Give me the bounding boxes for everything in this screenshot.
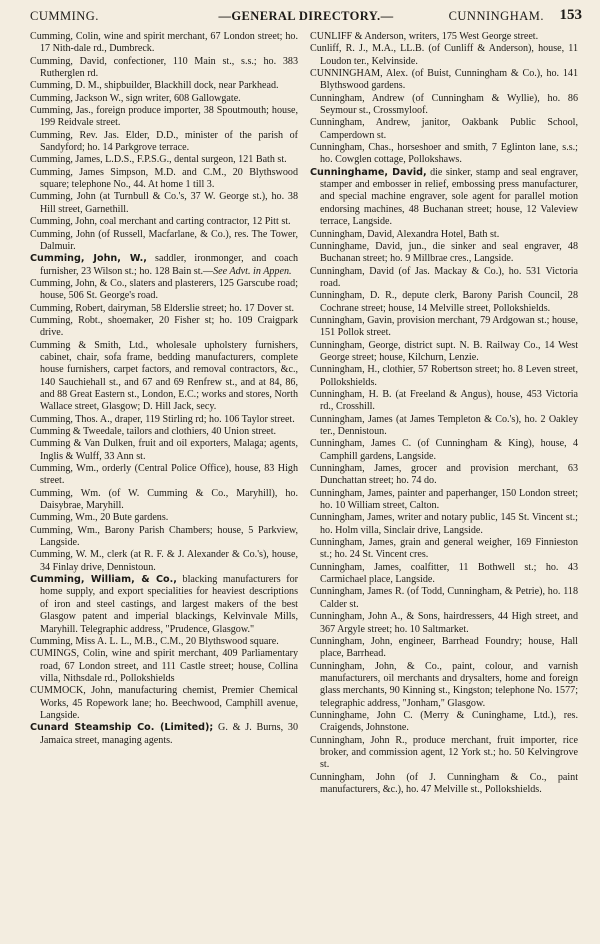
entry-text: Cunningham, D. R., depute clerk, Barony Parish Council, 28 Cochrane street; house, 14 Melville street, Pollokshields. xyxy=(310,290,578,314)
entry-text: Cunningham, John, & Co., paint, colour, and varnish manufacturers, oil merchants and drysalters, home and foreign glass merchants, 90 Kinning st., Kingston; telephone No. 1577; telegraphic address, "Jonham," Glasgow. xyxy=(310,660,578,709)
entry-text: CUMINGS, Colin, wine and spirit merchant, 409 Parliamentary road, 67 London street, and 111 Castle street; house, Collina villa, Nithsdale rd., Pollokshields xyxy=(30,648,298,684)
directory-entry xyxy=(310,463,578,488)
directory-entry xyxy=(310,537,578,562)
entry-text: Cunningham, James C. (of Cunningham & King), house, 4 Camphill gardens, Langside. xyxy=(310,438,578,462)
directory-entry xyxy=(30,549,298,574)
directory-entry xyxy=(30,414,298,426)
directory-entry xyxy=(30,216,298,228)
header-right: CUNNINGHAM. xyxy=(448,9,544,23)
directory-entry xyxy=(310,636,578,661)
page-number: 153 xyxy=(559,7,582,23)
directory-entry xyxy=(30,315,298,340)
header-left: CUMMING. xyxy=(30,9,99,23)
directory-entry xyxy=(30,648,298,685)
directory-entry xyxy=(310,710,578,735)
directory-entry xyxy=(30,574,298,636)
directory-entry xyxy=(30,463,298,488)
entry-text: Cunningham, David (of Jas. Mackay & Co.), ho. 531 Victoria road. xyxy=(310,265,578,289)
directory-entry xyxy=(30,278,298,303)
entry-text: Cunningham, James, painter and paperhanger, 150 London street; ho. 10 William street, Calton. xyxy=(310,487,578,512)
directory-entry xyxy=(310,117,578,142)
directory-entry xyxy=(310,68,578,93)
directory-entry xyxy=(310,142,578,167)
directory-entry xyxy=(30,525,298,550)
entry-text: Cumming, John (of Russell, Macfarlane, & Co.), res. The Tower, Dalmuir. xyxy=(30,228,298,252)
entry-text: CUNLIFF & Anderson, writers, 175 West George street. xyxy=(310,31,539,42)
directory-entry xyxy=(310,31,578,43)
entry-text: Cumming, Robt., shoemaker, 20 Fisher st; ho. 109 Craigpark drive. xyxy=(30,314,298,339)
directory-entry xyxy=(30,438,298,463)
entry-text: Cunningham, Andrew, janitor, Oakbank Public School, Camperdown st. xyxy=(310,117,578,141)
entry-text: Cunningham, John (of J. Cunningham & Co., paint manufacturers, &c.), ho. 47 Melville st., Pollokshields. xyxy=(310,771,578,795)
entry-text: Cumming, Wm., Barony Parish Chambers; house, 5 Parkview, Langside. xyxy=(30,524,298,549)
right-column xyxy=(310,31,578,936)
directory-entry xyxy=(310,229,578,241)
directory-entry xyxy=(310,167,578,229)
entry-text: blacking manufacturers for home supply, and export specialities for heaviest descriptions of iron and steel castings, and largest makers of the best Glasgow patent and imperial blackings, Kelvinvale Mills, Maryhill. Telegraphic address, "Prudence, Glasgow." xyxy=(40,574,298,635)
entry-text: G. & J. Burns, 30 Jamaica street, managing agents. xyxy=(40,722,298,746)
entry-text: CUNNINGHAM, Alex. (of Buist, Cunningham & Co.), ho. 141 Blythswood gardens. xyxy=(310,68,578,92)
entry-text: Cunningham, Gavin, provision merchant, 79 Ardgowan st.; house, 151 Pollok street. xyxy=(310,314,578,339)
directory-entry xyxy=(310,389,578,414)
entry-text: Cumming, Rev. Jas. Elder, D.D., minister of the parish of Sandyford; ho. 14 Parkgrove terrace. xyxy=(30,129,298,154)
directory-entry xyxy=(310,586,578,611)
entry-text: Cunninghame, John C. (Merry & Cuninghame, Ltd.), res. Craigends, Johnstone. xyxy=(310,709,578,734)
entry-text: Cumming, James, L.D.S., F.P.S.G., dental surgeon, 121 Bath st. xyxy=(30,154,287,166)
directory-entry xyxy=(30,154,298,166)
entry-text: Cunninghame, David, jun., die sinker and seal engraver, 48 Buchanan street; ho. 9 Millbrae cres., Langside. xyxy=(310,240,578,265)
entry-text: Cumming, James Simpson, M.D. and C.M., 20 Blythswood square; telephone No., 44. At home 1 till 3. xyxy=(30,166,298,191)
directory-entry xyxy=(310,512,578,537)
entry-text: Cunningham, James (at James Templeton & Co.'s), ho. 2 Oakley ter., Dennistoun. xyxy=(310,413,578,437)
entry-text: Cumming, W. M., clerk (at R. F. & J. Alexander & Co.'s), house, 34 Finlay drive, Dennistoun. xyxy=(30,549,298,573)
directory-entry xyxy=(30,253,298,278)
directory-entry xyxy=(310,241,578,266)
directory-entry xyxy=(310,364,578,389)
entry-text: Cumming, John, & Co., slaters and plasterers, 125 Garscube road; house, 506 St. George's road. xyxy=(30,277,298,302)
directory-entry xyxy=(310,735,578,772)
directory-entry xyxy=(30,130,298,155)
directory-entry xyxy=(310,661,578,710)
directory-entry xyxy=(30,105,298,130)
directory-entry xyxy=(30,426,298,438)
directory-entry xyxy=(310,290,578,315)
header-center: —GENERAL DIRECTORY.— xyxy=(218,9,394,23)
entry-text: Cumming, Jas., foreign produce importer, 38 Spoutmouth; house, 199 Reidvale street. xyxy=(30,105,298,129)
directory-entry xyxy=(310,772,578,797)
entry-name-bold: Cunninghame, David, xyxy=(310,166,427,178)
entry-text: Cunningham, John R., produce merchant, fruit importer, rice broker, and commission agent, 12 York st.; ho. 50 Kelvingrove st. xyxy=(310,734,578,771)
entry-text: Cumming, Robert, dairyman, 58 Elderslie street; ho. 17 Dover st. xyxy=(30,302,295,314)
entry-text: Cunningham, James, writer and notary public, 145 St. Vincent st.; ho. Holm villa, Sinclair drive, Langside. xyxy=(310,512,578,536)
directory-entry xyxy=(310,488,578,513)
entry-text: Cunliff, R. J., M.A., LL.B. (of Cunliff & Anderson), house, 11 Loudon ter., Kelvinside. xyxy=(310,43,578,67)
page-header xyxy=(30,9,582,27)
directory-entry xyxy=(310,562,578,587)
left-column xyxy=(30,31,298,936)
entry-name-bold: Cunard Steamship Co. (Limited); xyxy=(30,722,214,734)
directory-entry xyxy=(310,438,578,463)
entry-text: Cumming, D. M., shipbuilder, Blackhill dock, near Parkhead. xyxy=(30,80,279,92)
entry-text: Cumming, Colin, wine and spirit merchant, 67 London street; ho. 17 Nith-dale rd., Dumbreck. xyxy=(30,31,298,55)
entry-text: Cunningham, Chas., horseshoer and smith, 7 Eglinton lane, s.s.; ho. Cowglen cottage, Pollokshaws. xyxy=(310,142,578,166)
entry-name-bold: Cumming, John, W., xyxy=(30,253,147,265)
directory-entry xyxy=(310,93,578,118)
directory-entry xyxy=(30,685,298,722)
entry-text: die sinker, stamp and seal engraver, stamper and embosser in relief, embossing press manufacturer, and special machine engraver, sole agent for parallel motion endorsing machines, 48 Buchanan street; house, 12 Valeview terrace, Langside. xyxy=(320,166,578,228)
entry-advert-note: See Advt. in Appen. xyxy=(213,265,292,277)
directory-entry xyxy=(30,340,298,414)
entry-text: Cunningham, Andrew (of Cunningham & Wyllie), ho. 86 Seymour st., Crossmyloof. xyxy=(310,92,578,117)
entry-name-bold: Cumming, William, & Co., xyxy=(30,574,177,586)
directory-entry xyxy=(30,303,298,315)
entry-text: Cunningham, James, grain and general weigher, 169 Finnieston st.; ho. 24 St. Vincent cres. xyxy=(310,537,578,561)
directory-entry xyxy=(30,56,298,81)
entry-text: Cumming, Jackson W., sign writer, 608 Gallowgate. xyxy=(30,92,241,104)
directory-entry xyxy=(310,340,578,365)
entry-text: Cumming & Van Dulken, fruit and oil exporters, Malaga; agents, Inglis & Wulff, 33 Ann st. xyxy=(30,438,298,462)
entry-text: Cumming, John, coal merchant and carting contractor, 12 Pitt st. xyxy=(30,216,291,228)
entry-text: CUMMOCK, John, manufacturing chemist, Premier Chemical Works, 45 Ropework lane; ho. Beechwood, Camphill avenue, Langside. xyxy=(30,685,298,721)
entry-text: Cunningham, George, district supt. N. B. Railway Co., 14 West George street; house, Kilchurn, Lenzie. xyxy=(310,339,578,363)
directory-entry xyxy=(30,167,298,192)
directory-entry xyxy=(310,266,578,291)
entry-text: Cunningham, James, grocer and provision merchant, 63 Dunchattan street; ho. 74 do. xyxy=(310,463,578,487)
entry-text: Cumming, Thos. A., draper, 119 Stirling rd; ho. 106 Taylor street. xyxy=(30,413,295,425)
entry-text: Cumming, Miss A. L. L., M.B., C.M., 20 Blythswood square. xyxy=(30,635,279,647)
entry-text: Cumming & Tweedale, tailors and clothiers, 40 Union street. xyxy=(30,426,277,437)
directory-entry xyxy=(30,31,298,56)
entry-text: Cunningham, David, Alexandra Hotel, Bath st. xyxy=(310,228,500,240)
entry-text: Cumming, Wm., orderly (Central Police Office), house, 83 High street. xyxy=(30,463,298,487)
entry-text: Cunningham, James R. (of Todd, Cunningham, & Petrie), ho. 118 Calder st. xyxy=(310,586,578,610)
directory-entry xyxy=(310,43,578,68)
directory-entry xyxy=(310,611,578,636)
entry-text: Cumming, Wm., 20 Bute gardens. xyxy=(30,512,169,524)
entry-text: Cunningham, John A., & Sons, hairdressers, 44 High street, and 367 Argyle street; ho. 10 Saltmarket. xyxy=(310,611,578,635)
entry-text: Cumming, David, confectioner, 110 Main st., s.s.; ho. 383 Rutherglen rd. xyxy=(30,55,298,80)
directory-entry xyxy=(30,93,298,105)
directory-entry xyxy=(30,191,298,216)
directory-entry xyxy=(30,636,298,648)
directory-entry xyxy=(310,315,578,340)
directory-entry xyxy=(30,80,298,92)
entry-text: Cumming, John (at Turnbull & Co.'s, 37 W. George st.), ho. 38 Hill street, Garnethill. xyxy=(30,191,298,215)
directory-entry xyxy=(30,488,298,513)
entry-text: Cunningham, H. B. (at Freeland & Angus), house, 453 Victoria rd., Crosshill. xyxy=(310,388,578,413)
entry-text: Cunningham, James, coalfitter, 11 Bothwell st.; ho. 43 Carmichael place, Langside. xyxy=(310,561,578,586)
directory-entry xyxy=(30,229,298,254)
directory-entry xyxy=(310,414,578,439)
directory-entry xyxy=(30,722,298,747)
entry-text: Cumming, Wm. (of W. Cumming & Co., Maryhill), ho. Daisybrae, Maryhill. xyxy=(30,487,298,512)
entry-text: Cumming & Smith, Ltd., wholesale upholstery furnishers, cabinet, chair, sofa frame, bedding manufacturers, complete house furnishers, carpet factors, and removal contractors, &c., 140 Sauchiehall st., and 67 and 69 Renfrew st., and at 84, 86, and 88 Great Eastern st., London, E.C.; works and stores, North Wallace street, Glasgow; D. Hill Jack, secy. xyxy=(30,339,298,413)
entry-text: Cunningham, H., clothier, 57 Robertson street; ho. 8 Leven street, Pollokshields. xyxy=(310,364,578,388)
entry-text: Cunningham, John, engineer, Barrhead Foundry; house, Hall place, Barrhead. xyxy=(310,635,578,660)
entry-text: saddler, ironmonger, and coach furnisher, 23 Wilson st.; ho. 128 Bain st.— xyxy=(40,253,298,277)
directory-entry xyxy=(30,512,298,524)
